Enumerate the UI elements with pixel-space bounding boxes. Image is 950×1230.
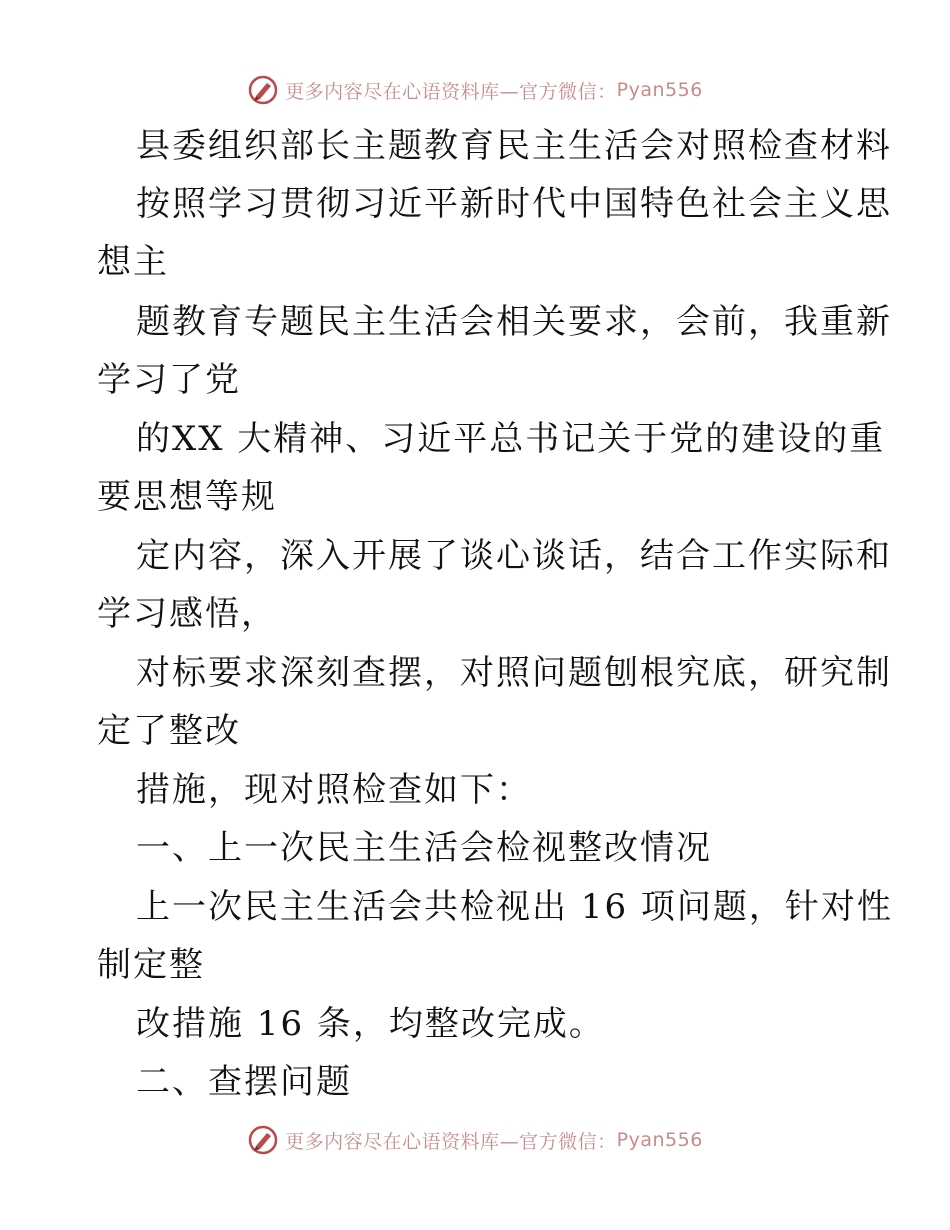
doc-title: 县委组织部长主题教育民主生活会对照检查材料: [136, 126, 892, 166]
watermark-text: 更多内容尽在心语资料库—官方微信：: [285, 80, 617, 103]
paragraph-line: 定了整改: [97, 711, 241, 751]
paragraph-line: 题教育专题民主生活会相关要求，会前，我重新: [136, 302, 892, 342]
paragraph-line: 的XX 大精神、习近平总书记关于党的建设的重: [136, 419, 886, 459]
paragraph-line: 制定整: [97, 945, 205, 985]
paragraph-line: 学习了党: [97, 360, 241, 400]
watermark-id: Pyan556: [616, 79, 703, 101]
paragraph-line: 学习感悟，: [97, 594, 277, 634]
paragraph-line: 想主: [97, 242, 169, 282]
watermark-footer: [0, 1120, 950, 1160]
paragraph-line: 改措施 16 条，均整改完成。: [136, 1004, 605, 1044]
paragraph-line: 措施，现对照检查如下：: [136, 770, 532, 810]
section-heading: 二、查摆问题: [136, 1062, 352, 1102]
watermark-text: 更多内容尽在心语资料库—官方微信：: [285, 1130, 617, 1153]
paragraph-line: 对标要求深刻查摆，对照问题刨根究底，研究制: [136, 653, 892, 693]
pen-logo-icon: [247, 1124, 279, 1156]
watermark-id: Pyan556: [616, 1129, 703, 1151]
section-heading: 一、上一次民主生活会检视整改情况: [136, 828, 712, 868]
paragraph-line: 上一次民主生活会共检视出 16 项问题，针对性: [136, 887, 893, 927]
paragraph-line: 定内容，深入开展了谈心谈话，结合工作实际和: [136, 536, 892, 576]
paragraph-line: 按照学习贯彻习近平新时代中国特色社会主义思: [136, 184, 892, 224]
paragraph-line: 要思想等规: [97, 477, 277, 517]
